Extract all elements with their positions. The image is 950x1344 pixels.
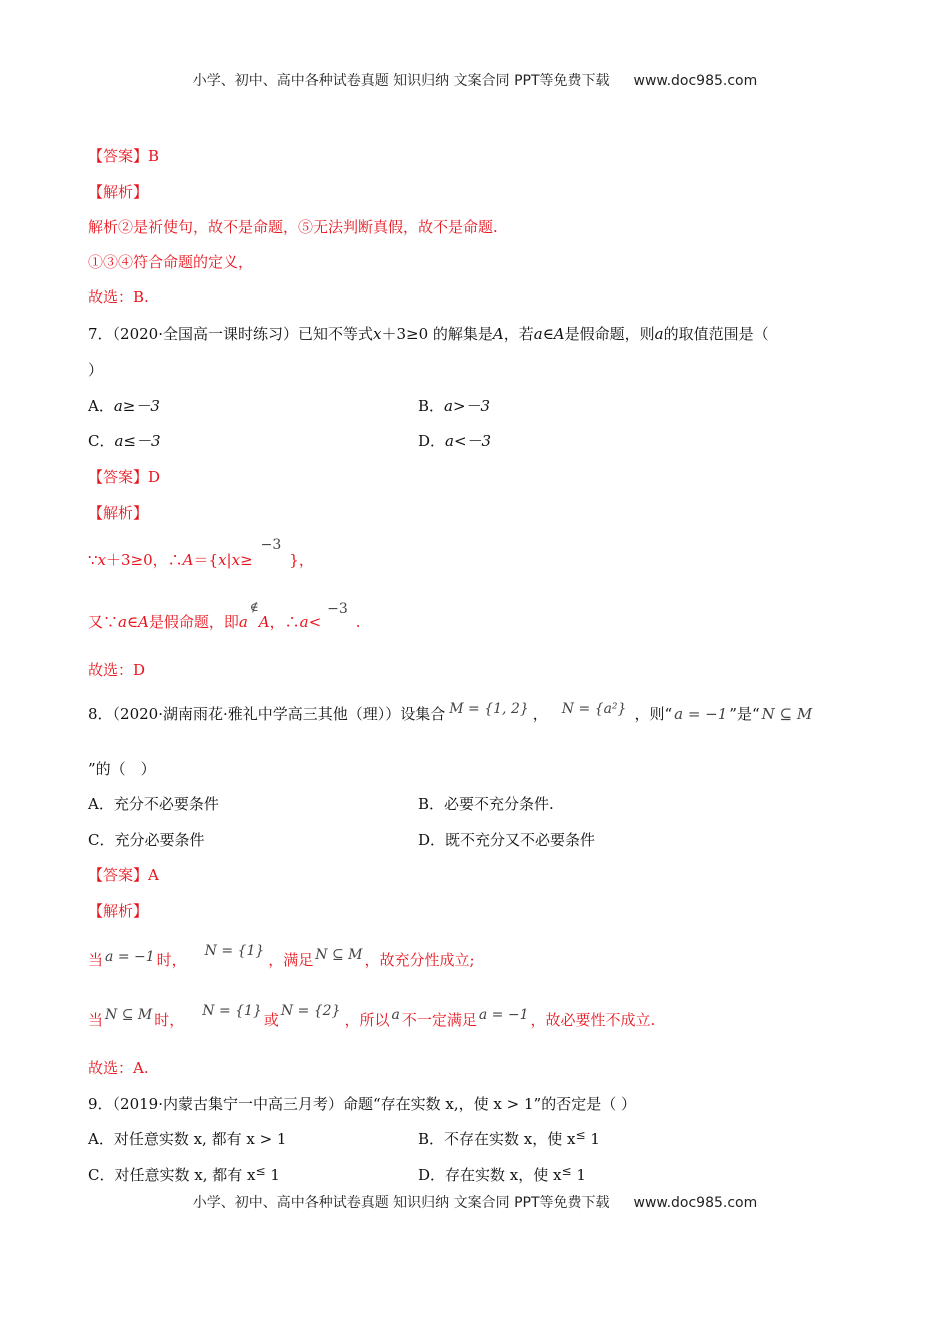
header-site-link[interactable]: www.doc985.com: [633, 73, 758, 89]
q7-analysis-label: 【解析】: [88, 504, 149, 522]
q7-option-b: [418, 396, 490, 416]
q7-option-a-label: A．: [88, 397, 114, 415]
q8-answer: 【答案】A: [88, 866, 159, 884]
q7-stem-line2: ）: [88, 361, 104, 379]
q9-option-b: [418, 1129, 600, 1150]
q8-sol2-part: 时，: [154, 1011, 185, 1029]
q7-sol1-part: }，: [289, 551, 314, 569]
q6-analysis-line2: ①③④符合命题的定义，: [88, 253, 254, 271]
q6-conclusion: 故选：B.: [88, 288, 149, 306]
footer-text: 小学、初中、高中各种试卷真题 知识归纳 文案合同 PPT等免费下载: [192, 1195, 610, 1211]
q8-sol1-math: N ⊆ M: [315, 947, 363, 963]
q8-sol1-part: ，故充分性成立;: [364, 951, 475, 969]
q7-stem-A: A: [492, 325, 504, 343]
q9-option-b-value: 1: [585, 1130, 600, 1148]
q7-sol1-part: ＝{: [193, 551, 219, 569]
q9-option-d-value: 1: [571, 1166, 586, 1184]
q7-sol1-var: x: [218, 551, 227, 569]
q7-stem-part: 7．（2020·全国高一课时练习）已知不等式: [88, 325, 373, 343]
q9-option-c-symbol: ≤: [255, 1164, 266, 1178]
q7-stem-a: a: [654, 325, 664, 343]
q7-sol1-part: ＋3≥0，∴: [106, 551, 183, 569]
q8-sol1-math: a = −1: [105, 949, 155, 965]
q8-solution-line2: [88, 1003, 656, 1031]
q7-option-c: [88, 431, 161, 451]
q6-answer: 【答案】B: [88, 147, 160, 165]
q7-stem-aA: a∈A: [533, 325, 565, 343]
q7-option-c-text: a≤－3: [114, 432, 161, 450]
q7-sol2-part: ，∴: [269, 613, 300, 631]
q7-sol2-sup: −3: [327, 601, 348, 617]
q7-solution-line2: [88, 600, 361, 633]
q7-sol1-var: x: [231, 551, 241, 569]
q7-option-d-label: D．: [418, 432, 446, 450]
q9-option-d-text: D．存在实数 x，使 x: [418, 1166, 562, 1184]
q8-sol1-part: 当: [88, 951, 104, 969]
q7-option-b-text: a>－3: [444, 397, 491, 415]
q7-stem-x: x: [373, 325, 382, 343]
q7-stem-part: ，若: [503, 325, 534, 343]
q7-sol2-var: a∈A: [118, 613, 149, 631]
q8-sol2-part: ，故必要性不成立.: [530, 1011, 656, 1029]
q9-option-b-symbol: ≤: [575, 1128, 586, 1142]
q8-subset: N ⊆ M: [761, 705, 813, 723]
q8-option-a: A．充分不必要条件: [88, 795, 219, 813]
q7-stem-part: ＋3≥0 的解集是: [381, 325, 493, 343]
q8-sol2-math: a = −1: [478, 1007, 529, 1023]
q8-sol1-part: ，满足: [268, 951, 314, 969]
q8-stem-part: ”是“: [729, 705, 760, 723]
q6-analysis-label: 【解析】: [88, 183, 149, 201]
q9-option-d-symbol: ≤: [561, 1164, 572, 1178]
q7-sol1-var: A: [182, 551, 194, 569]
page-footer: [0, 1192, 950, 1212]
q8-sol2-math: N = {1}: [202, 1003, 262, 1019]
q7-sol2-var: A: [258, 613, 270, 631]
q8-sol2-part: 当: [88, 1011, 104, 1029]
q7-sol1-sup: −3: [260, 537, 282, 553]
q9-option-c: [88, 1165, 280, 1186]
q7-conclusion: 故选：D: [88, 661, 146, 679]
header-text: 小学、初中、高中各种试卷真题 知识归纳 文案合同 PPT等免费下载: [192, 73, 610, 89]
q7-stem-part: 是假命题，则: [564, 325, 655, 343]
page-header: [0, 70, 950, 90]
q8-analysis-label: 【解析】: [88, 902, 149, 920]
q9-option-c-value: 1: [265, 1166, 280, 1184]
q8-set-n: N = {a²}: [561, 701, 627, 717]
q8-sol2-part: 不一定满足: [401, 1011, 477, 1029]
q7-sol1-part: ∵: [88, 551, 98, 569]
q8-solution-line1: [88, 943, 475, 971]
q8-sol1-math: N = {1}: [204, 943, 265, 959]
q7-sol2-notin: ∉: [249, 600, 259, 614]
q7-sol2-part: 又∵: [88, 613, 119, 631]
q9-option-b-text: B．不存在实数 x，使 x: [418, 1130, 576, 1148]
q8-sol2-math: N = {2}: [280, 1003, 341, 1019]
footer-site-link[interactable]: www.doc985.com: [633, 1195, 758, 1211]
q7-option-d: [418, 431, 491, 451]
q7-sol2-var: a: [238, 613, 248, 631]
q8-sol1-part: 时，: [156, 951, 187, 969]
q8-sol2-math: N ⊆ M: [105, 1007, 153, 1023]
q7-sol2-var: a: [299, 613, 309, 631]
q8-sol2-part: 或: [263, 1011, 279, 1029]
q7-sol2-part: .: [355, 613, 361, 631]
q7-sol2-part: <: [308, 613, 322, 631]
q8-option-c: C．充分必要条件: [88, 831, 205, 849]
q8-stem-part: 8．（2020·湖南雨花·雅礼中学高三其他（理））设集合: [88, 705, 446, 723]
q7-option-a-text: a≥－3: [113, 397, 160, 415]
q9-option-d: [418, 1165, 586, 1186]
q7-option-d-text: a<－3: [445, 432, 492, 450]
q7-option-b-label: B．: [418, 397, 445, 415]
q7-sol1-part: ≥: [240, 551, 253, 569]
q7-option-c-label: C．: [88, 432, 115, 450]
q8-set-m: M = {1, 2}: [449, 701, 529, 717]
q7-sol2-part: 是假命题，即: [148, 613, 239, 631]
q7-answer: 【答案】D: [88, 468, 161, 486]
q7-sol1-part: |: [226, 551, 232, 569]
q7-stem: [88, 324, 769, 344]
q8-stem-part: ，: [532, 705, 548, 723]
q6-analysis-line1: 解析②是祈使句，故不是命题，⑤无法判断真假，故不是命题.: [88, 218, 498, 236]
q8-stem-part: ，则“: [634, 705, 673, 723]
q7-option-a: [88, 396, 160, 416]
q7-stem-part: 的取值范围是（: [663, 325, 769, 343]
q8-conclusion: 故选：A.: [88, 1059, 149, 1077]
q8-stem: [88, 701, 814, 725]
q7-solution-line1: [88, 537, 314, 571]
q8-option-d: D．既不充分又不必要条件: [418, 831, 596, 849]
q8-sol2-part: ，所以: [344, 1011, 390, 1029]
q9-stem: 9．（2019·内蒙古集宁一中高三月考）命题“存在实数 x,，使 x > 1”的否定是（ ）: [88, 1095, 636, 1113]
q9-option-a: A．对任意实数 x, 都有 x > 1: [88, 1130, 287, 1148]
q8-stem-line2: ”的（ ）: [88, 760, 156, 778]
q8-sol2-math: a: [391, 1007, 400, 1023]
q7-sol1-var: x: [97, 551, 107, 569]
q8-option-b: B．必要不充分条件.: [418, 795, 554, 813]
q9-option-c-text: C．对任意实数 x, 都有 x: [88, 1166, 256, 1184]
q8-condition: a = −1: [674, 705, 728, 723]
